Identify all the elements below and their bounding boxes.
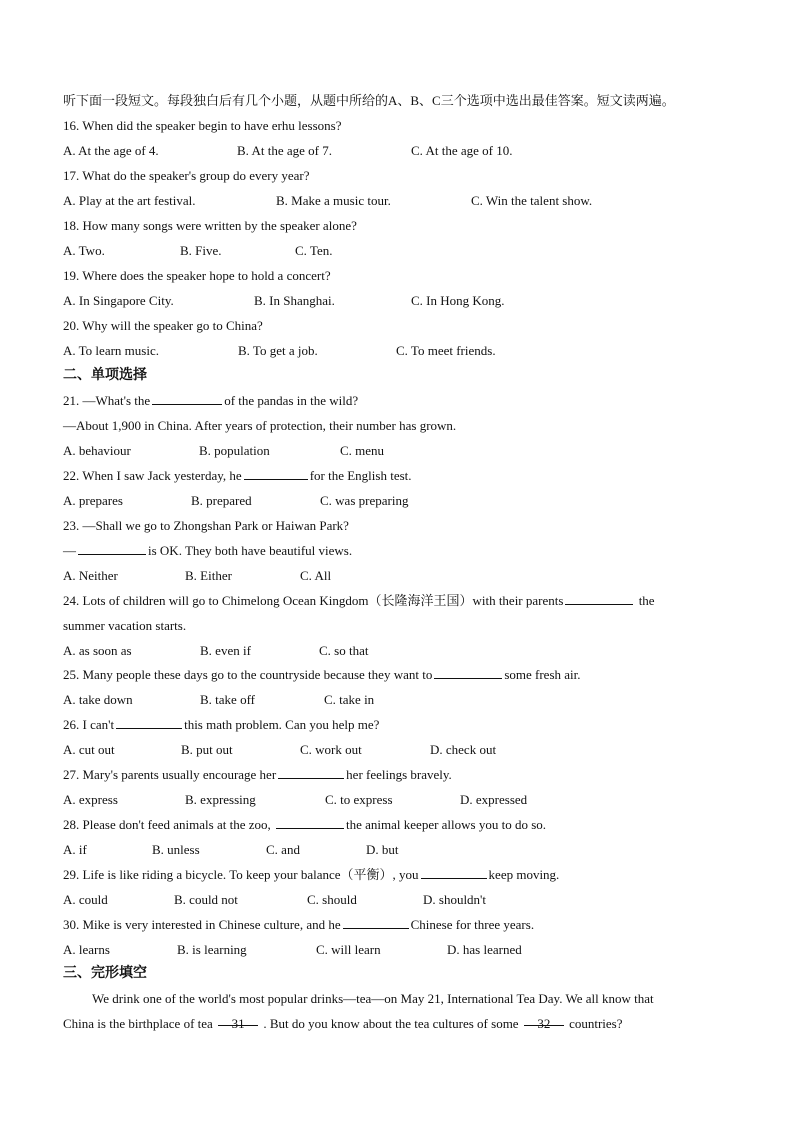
cloze-paragraph-line2 (63, 1011, 754, 1036)
stem-text: 30. Mike is very interested in Chinese culture, and he (63, 917, 341, 932)
question-16-stem: 16. When did the speaker begin to have erhu lessons? (63, 118, 342, 133)
option-a: A. if (63, 842, 87, 857)
stem-text: her feelings bravely. (346, 767, 452, 782)
option-c: C. Ten. (295, 243, 333, 258)
stem-text: 24. Lots of children will go to Chimelong Ocean Kingdom（长隆海洋王国）with their parents (63, 593, 564, 608)
answer-blank (116, 714, 182, 729)
stem-text: keep moving. (488, 867, 560, 882)
question-27-options (63, 787, 754, 812)
question-22-stem (63, 463, 754, 488)
stem-text: of the pandas in the wild? (224, 393, 359, 408)
stem-text: the (638, 593, 655, 608)
stem-text: 29. Life is like riding a bicycle. To keep your balance（平衡）, you (63, 867, 419, 882)
option-b: B. unless (152, 842, 200, 857)
option-a: A. At the age of 4. (63, 143, 159, 158)
question-27-stem (63, 762, 754, 787)
answer-blank (152, 390, 222, 405)
option-c: C. Win the talent show. (471, 193, 593, 208)
question-19-stem: 19. Where does the speaker hope to hold a concert? (63, 268, 331, 283)
question-24-options (63, 638, 754, 663)
option-a: A. take down (63, 692, 133, 707)
question-23-options (63, 563, 754, 588)
option-c: C. was preparing (320, 493, 409, 508)
option-d: D. but (366, 842, 399, 857)
cloze-blank-31 (218, 1011, 258, 1031)
question-29-stem (63, 862, 754, 887)
cloze-blank-32 (524, 1011, 564, 1031)
option-a: A. behaviour (63, 443, 131, 458)
question-21-line2: —About 1,900 in China. After years of protection, their number has grown. (63, 418, 457, 433)
section-3-title: 三、完形填空 (63, 965, 147, 981)
question-21-stem (63, 388, 754, 413)
option-c: C. should (307, 892, 357, 907)
option-b: B. In Shanghai. (254, 293, 335, 308)
question-23-line2 (63, 538, 754, 563)
question-26-options (63, 737, 754, 762)
question-26-stem (63, 712, 754, 737)
question-20-options (63, 338, 754, 363)
option-a: A. In Singapore City. (63, 293, 174, 308)
option-a: A. as soon as (63, 643, 132, 658)
option-b: B. Five. (180, 243, 222, 258)
stem-text: is OK. They both have beautiful views. (148, 543, 353, 558)
option-b: B. Make a music tour. (276, 193, 391, 208)
option-c: C. All (300, 568, 332, 583)
option-c: C. In Hong Kong. (411, 293, 505, 308)
option-a: A. Play at the art festival. (63, 193, 196, 208)
answer-blank (434, 664, 502, 679)
question-25-options (63, 687, 754, 712)
paragraph-text: China is the birthplace of tea (63, 1016, 213, 1031)
option-a: A. prepares (63, 493, 123, 508)
option-d: D. expressed (460, 792, 528, 807)
question-18-options (63, 238, 754, 263)
question-20-stem: 20. Why will the speaker go to China? (63, 318, 263, 333)
section-2-title: 二、单项选择 (63, 367, 147, 383)
question-30-stem (63, 912, 754, 937)
stem-text: this math problem. Can you help me? (184, 717, 380, 732)
stem-text: some fresh air. (504, 667, 581, 682)
answer-blank (276, 814, 344, 829)
stem-text: for the English test. (309, 468, 412, 483)
option-a: A. To learn music. (63, 343, 159, 358)
option-a: A. could (63, 892, 108, 907)
answer-blank (343, 914, 409, 929)
option-c: C. menu (340, 443, 385, 458)
option-b: B. Either (185, 568, 232, 583)
question-16-options (63, 138, 754, 163)
question-19-options (63, 288, 754, 313)
cloze-paragraph-line1: We drink one of the world's most popular drinks—tea—on May 21, International Tea Day. We all know that (92, 991, 654, 1006)
option-b: B. expressing (185, 792, 256, 807)
stem-text: — (63, 543, 76, 558)
question-23-stem: 23. —Shall we go to Zhongshan Park or Haiwan Park? (63, 518, 349, 533)
option-b: B. put out (181, 742, 233, 757)
answer-blank (565, 590, 633, 605)
listening-instruction: 听下面一段短文。每段独白后有几个小题，从题中所给的A、B、C三个选项中选出最佳答案。短文读两遍。 (63, 93, 675, 108)
option-a: A. cut out (63, 742, 115, 757)
question-21-options (63, 438, 754, 463)
question-18-stem: 18. How many songs were written by the speaker alone? (63, 218, 357, 233)
stem-text: the animal keeper allows you to do so. (346, 817, 547, 832)
answer-blank (244, 465, 308, 480)
answer-blank (78, 540, 146, 555)
question-24-line2: summer vacation starts. (63, 618, 187, 633)
stem-text: 28. Please don't feed animals at the zoo, (63, 817, 271, 832)
option-c: C. and (266, 842, 300, 857)
option-d: D. has learned (447, 942, 522, 957)
option-b: B. population (199, 443, 270, 458)
paragraph-text: countries? (569, 1016, 623, 1031)
option-b: B. To get a job. (238, 343, 318, 358)
option-a: A. learns (63, 942, 110, 957)
option-a: A. Two. (63, 243, 105, 258)
stem-text: 21. —What's the (63, 393, 151, 408)
option-c: C. At the age of 10. (411, 143, 513, 158)
option-b: B. take off (200, 692, 255, 707)
question-25-stem (63, 662, 754, 687)
option-c: C. take in (324, 692, 375, 707)
question-28-stem (63, 812, 754, 837)
question-24-stem (63, 588, 754, 613)
question-22-options (63, 488, 754, 513)
option-d: D. check out (430, 742, 497, 757)
stem-text: 26. I can't (63, 717, 115, 732)
paragraph-text: . But do you know about the tea cultures of some (263, 1016, 519, 1031)
stem-text: 25. Many people these days go to the countryside because they want to (63, 667, 433, 682)
stem-text: 22. When I saw Jack yesterday, he (63, 468, 242, 483)
question-17-stem: 17. What do the speaker's group do every year? (63, 168, 310, 183)
question-28-options (63, 837, 754, 862)
option-b: B. is learning (177, 942, 247, 957)
stem-text: Chinese for three years. (410, 917, 535, 932)
answer-blank (278, 764, 344, 779)
option-a: A. express (63, 792, 118, 807)
blank-number: 31 (231, 1016, 245, 1031)
question-29-options (63, 887, 754, 912)
answer-blank (421, 864, 487, 879)
question-17-options (63, 188, 754, 213)
question-30-options (63, 937, 754, 962)
option-b: B. even if (200, 643, 251, 658)
blank-number: 32 (537, 1016, 551, 1031)
option-c: C. so that (319, 643, 369, 658)
stem-text: 27. Mary's parents usually encourage her (63, 767, 277, 782)
option-c: C. to express (325, 792, 393, 807)
option-b: B. prepared (191, 493, 252, 508)
option-c: C. will learn (316, 942, 381, 957)
option-b: B. At the age of 7. (237, 143, 332, 158)
option-a: A. Neither (63, 568, 118, 583)
option-c: C. To meet friends. (396, 343, 496, 358)
option-c: C. work out (300, 742, 362, 757)
option-b: B. could not (174, 892, 238, 907)
option-d: D. shouldn't (423, 892, 487, 907)
